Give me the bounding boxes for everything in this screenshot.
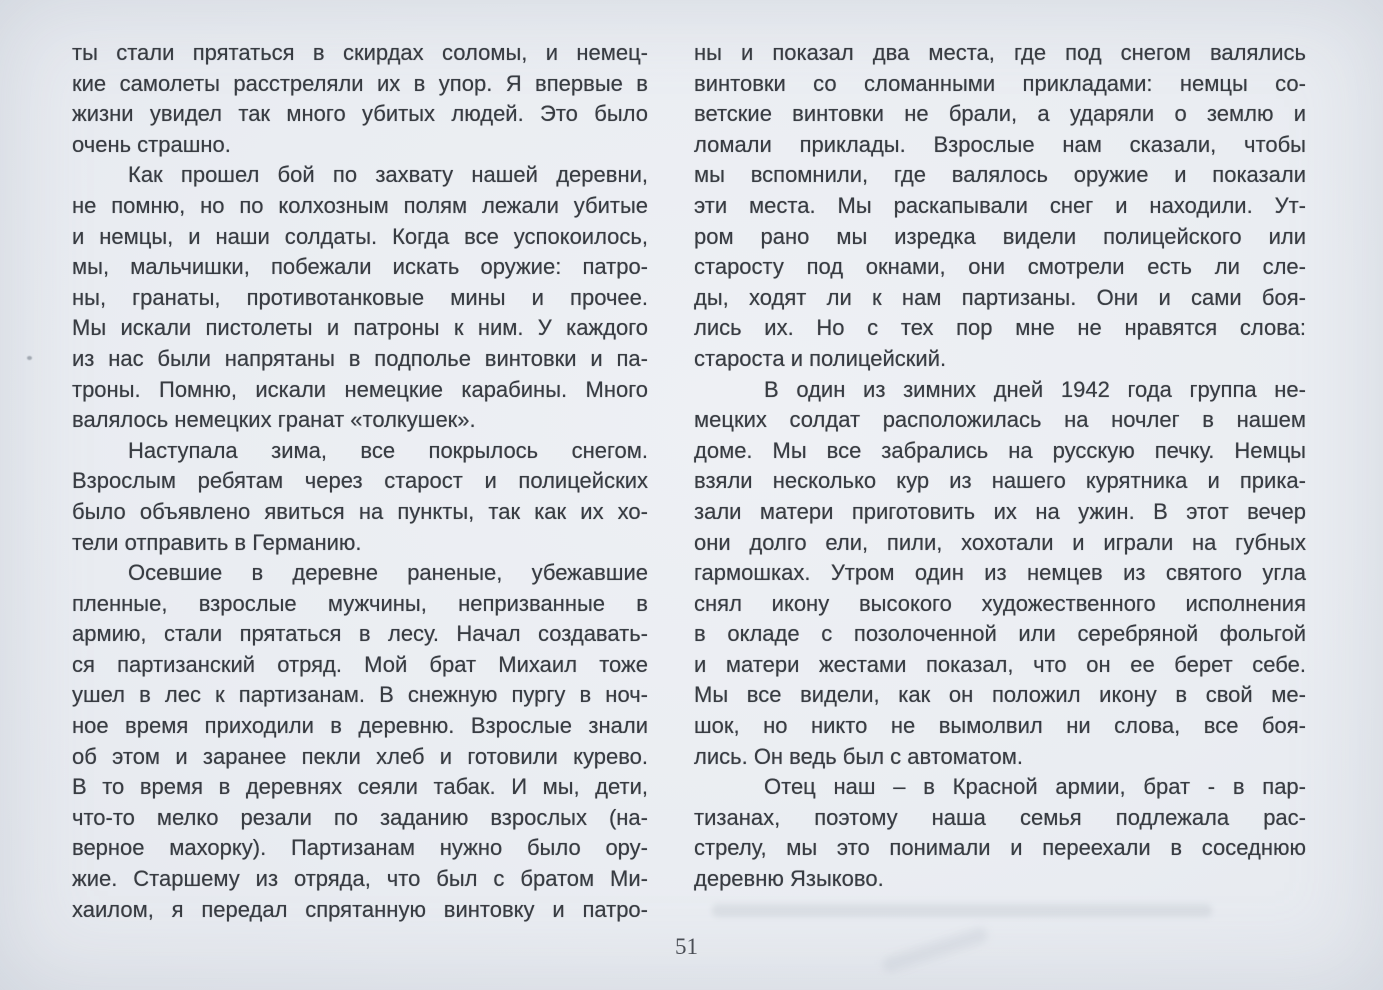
text-line: об этом и заранее пекли хлеб и готовили курево.	[72, 743, 648, 769]
text-line: зали матери приготовить их на ужин. В этот вечер	[694, 498, 1306, 524]
text-line: винтовки со сломанными прикладами: немцы со-	[694, 70, 1306, 96]
text-line: ны, гранаты, противотанковые мины и прочее.	[72, 284, 648, 310]
left-text-column	[72, 38, 648, 925]
text-line: ломали приклады. Взрослые нам сказали, чтобы	[694, 131, 1306, 157]
text-line: тели отправить в Германию.	[72, 529, 362, 555]
text-line: шок, но никто не вымолвил ни слова, все боя-	[694, 713, 1306, 739]
text-line: ны и показал два места, где под снегом валялись	[694, 40, 1306, 65]
text-line: лись. Он ведь был с автоматом.	[694, 743, 1023, 769]
text-line: ветские винтовки не брали, а ударяли о землю и	[694, 101, 1306, 127]
right-text-column	[694, 38, 1306, 895]
text-line: Взрослым ребятам через старост и полицейских	[72, 468, 648, 494]
text-line: очень страшно.	[72, 131, 231, 157]
text-line: хаилом, я передал спрятанную винтовку и патро-	[72, 896, 648, 922]
text-line: ты стали прятаться в скирдах соломы, и немец-	[72, 40, 648, 65]
text-line: они долго ели, пили, хохотали и играли на губных	[694, 529, 1306, 555]
text-line: пленные, взрослые мужчины, непризванные в	[72, 590, 648, 616]
text-line: было объявлено явиться на пункты, так как их хо-	[72, 498, 648, 524]
text-line: В один из зимних дней 1942 года группа не-	[764, 376, 1306, 402]
text-line: жизни увидел так много убитых людей. Это было	[72, 101, 648, 127]
text-line: валялось немецких гранат «толкушек».	[72, 407, 476, 433]
text-line: Как прошел бой по захвату нашей деревни,	[128, 162, 648, 188]
text-line: ром рано мы изредка видели полицейского или	[694, 223, 1306, 249]
text-line: в окладе с позолоченной или серебряной фольгой	[694, 621, 1306, 647]
text-line: ся партизанский отряд. Мой брат Михаил тоже	[72, 651, 648, 677]
text-line: снял икону высокого художественного исполнения	[694, 590, 1306, 616]
page-number: 51	[675, 934, 698, 959]
text-line: кие самолеты расстреляли их в упор. Я впервые в	[72, 70, 648, 96]
text-line: деревню Языково.	[694, 866, 884, 892]
text-line: Мы искали пистолеты и патроны к ним. У каждого	[72, 315, 648, 341]
text-line: Отец наш – в Красной армии, брат - в пар-	[764, 774, 1306, 800]
text-line: взяли несколько кур из нашего курятника и прика-	[694, 468, 1306, 494]
text-line: верное махорку). Партизанам нужно было ору-	[72, 835, 648, 861]
text-line: эти места. Мы раскапывали снег и находили. Ут-	[694, 192, 1306, 218]
text-line: Осевшие в деревне раненые, убежавшие	[128, 560, 648, 586]
text-line: что-то мелко резали по заданию взрослых (на-	[72, 804, 648, 830]
text-line: старосту под окнами, они смотрели есть ли сле-	[694, 254, 1306, 280]
bleed-through-text	[712, 904, 1212, 917]
text-line: мы, мальчишки, побежали искать оружие: патро-	[72, 254, 648, 280]
text-line: лись их. Но с тех пор мне не нравятся слова:	[694, 315, 1306, 341]
dust-speck	[27, 356, 32, 360]
text-line: армию, стали прятаться в лесу. Начал создавать-	[72, 621, 648, 647]
text-line: ное время приходили в деревню. Взрослые знали	[72, 713, 648, 739]
text-line: Наступала зима, все покрылось снегом.	[128, 437, 648, 463]
text-line: мы вспомнили, где валялось оружие и показали	[694, 162, 1306, 188]
text-line: и немцы, и наши солдаты. Когда все успокоилось,	[72, 223, 648, 249]
text-line: из нас были напрятаны в подполье винтовки и па-	[72, 345, 648, 371]
text-line: В то время в деревнях сеяли табак. И мы, дети,	[72, 774, 648, 800]
text-line: ды, ходят ли к нам партизаны. Они и сами боя-	[694, 284, 1306, 310]
text-line: жие. Старшему из отряда, что был с братом Ми-	[72, 866, 648, 892]
text-line: гармошках. Утром один из немцев из святого угла	[694, 560, 1306, 586]
text-line: не помню, но по колхозным полям лежали убитые	[72, 192, 648, 218]
text-line: староста и полицейский.	[694, 345, 947, 371]
text-line: троны. Помню, искали немецкие карабины. Много	[72, 376, 648, 402]
text-line: стрелу, мы это понимали и переехали в соседнюю	[694, 835, 1306, 861]
text-line: тизанах, поэтому наша семья подлежала рас-	[694, 804, 1306, 830]
text-line: мецких солдат расположилась на ночлег в нашем	[694, 407, 1306, 433]
text-line: и матери жестами показал, что он ее берет себе.	[694, 651, 1306, 677]
text-line: ушел в лес к партизанам. В снежную пургу в ноч-	[72, 682, 648, 708]
text-line: Мы все видели, как он положил икону в свой ме-	[694, 682, 1306, 708]
text-line: доме. Мы все забрались на русскую печку. Немцы	[694, 437, 1306, 463]
